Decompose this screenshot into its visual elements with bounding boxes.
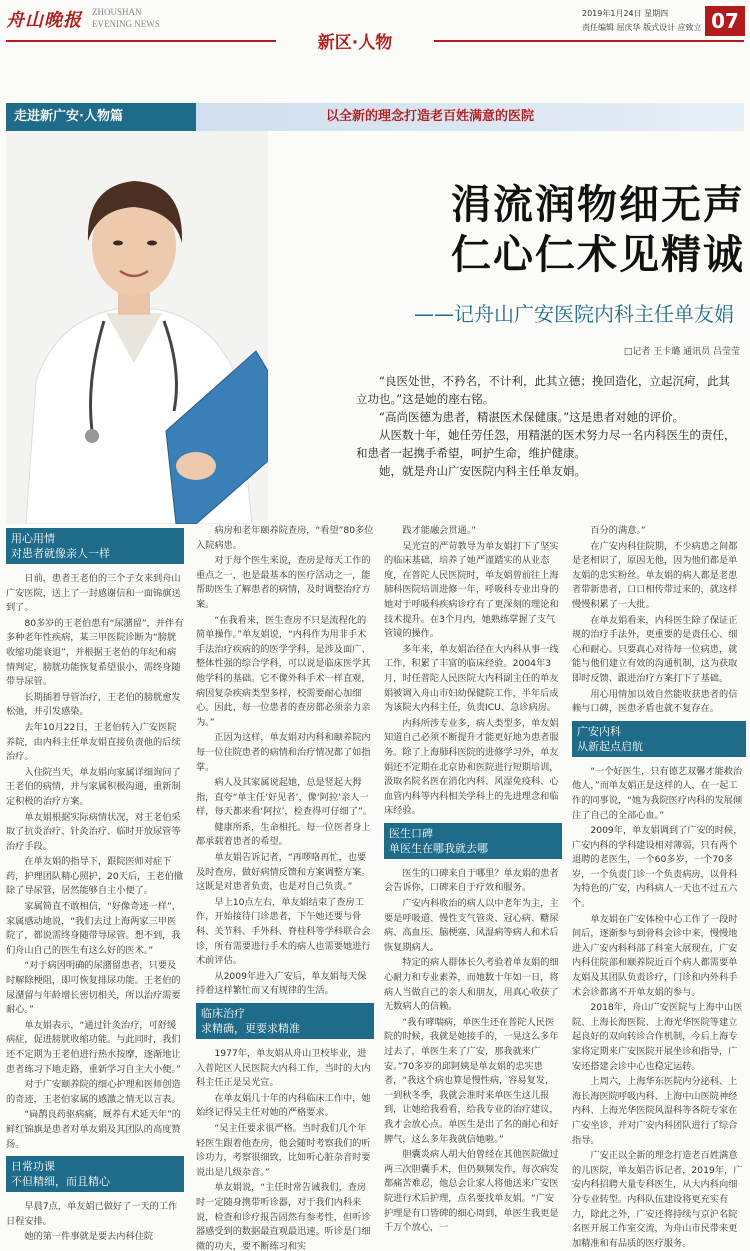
- series-tagline: 以全新的理念打造老百姓满意的医院: [326, 109, 535, 124]
- article-headline: 涓流润物细无声 仁心仁术见精诚: [451, 181, 745, 278]
- section-subtitle: 日常功课 不但精细，而且精心: [6, 1156, 184, 1192]
- newspaper-logo: 舟山晚报: [6, 10, 82, 31]
- section-subtitle: 临床治疗 求精确，更要求精准: [196, 1003, 374, 1039]
- section-subtitle: 用心用情 对患者就像亲人一样: [6, 528, 184, 564]
- doctor-portrait-photo: [6, 131, 268, 524]
- editor-credits: 责任编辑 屈庆华 版式设计 应致立: [582, 23, 702, 32]
- divider: [6, 40, 276, 42]
- article-subheadline: ——记舟山广安医院内科主任单友娟: [414, 302, 734, 326]
- article-column-2: 病房和老年颐养院查房，“看望”80多位入院病患。 对于每个医生来说，查房是每天工作的重点之一，也是最基本的医疗活动之一，能帮助医生了解患者的病情，及时调整治疗方案。 “在我看来，医生查房不只是流程化的简单操作。”单友娟说，“内科作为用非手术手法治疗疾病的的医学学科，是涉及面广、整体性强的综合学科，可以说是临床医学其他学科的基础。它不像外科手术一样直观，病因复杂疾病类型多样，校需要耐心加细心。因此，每一位患者的查房都必须亲力亲为。” 正因为这样，单友娟对内科和颐养院内每一位住院患者的病情和治疗情况都了如指掌。 病人及其家属说起她，总是竖起大拇指，直夸“单主任‘好见者’，像‘阿拉’亲人一样，每天都来看‘阿拉’，检查得可仔细了”。 健康所系，生命相托。每一位医者身上都承载着患者的希望。 单友娟告诉记者，“再啰咯再忙，也要及时查房，做好病情反馈和方案调整方案。这既是对患者负责，也是对自己负责。” 早上10点左右，单友娟结束了查房工作，开始接待门诊患者，下午她还要与骨科、关节科、手外科、脊柱科等学科联合会诊，所有需要进行手术的病人也需要她进行术前评估。 从2009年进入广安后，单友娟每天保持着这样繁忙而又有规律的生活。 临床治疗 求精确，更要求精准 1977年，单友娟从舟山卫校毕业，进入普陀区人民医院大内科工作，当时的大内科主任正是吴光宣。 在单友娟几十年的内科临床工作中，她始终记得吴主任对她的严格要求。 “吴主任要求很严格。当时我们几个年轻医生跟着他查房，他会随时考察我们的听诊功力，考察很细致，比如听心脏杂音时要说出是几级杂音。” 单友娟说，“主任时常告诫我们，查房时一定随身携带听诊器，对于我们内科来说，检查和诊疗报告固然有参考性，但听诊器感受到的数据最直观最迅速。听诊是门细微的功夫，要不断练习和实: [196, 525, 374, 1251]
- series-title: 走进新广安·人物篇: [6, 103, 196, 131]
- article-lead: “良医处世，不矜名，不计利，此其立德；挽回造化，立起沉疴，此其立功也。”这是她的座右铭。 “高尚医德为患者，精湛医术保健康。”这是患者对她的评价。 从医数十年，她任劳任怨，用精湛的医术努力尽一名内科医生的责任，和患者一起携手希望，呵护生命，维护健康。 她，就是舟山广安医院内科主任单友娟。: [356, 374, 736, 478]
- article-column-3: 践才能融会贯通。” 吴光宣的严苛教导为单友娟打下了坚实的临床基础，培养了她严谨踏实的从业态度，在普陀人民医院时，单友娟曾前往上海肺科医院培训进修一年，呼吸科专业出身的她对于呼吸科疾病诊疗有了更深刻的理论和技术提升。在3个月内，她熟练掌握了支气管镜的操作。 多年来，单友娟治径在大内科从事一线工作，积累了丰富的临床经验。2004年3月，时任普陀人民医院大内科副主任的单友娟被调入舟山市妇幼保健院工作，半年后成为该院大内科主任，负责ICU、急诊病房。 内科所涉专业多，病人类型多，单友娟知道自己必须不断提升才能更好地为患者服务。除了上海肺科医院的进修学习外，单友娟还不定期在北京协和医院进行短期培训，汲取名院名医在消化内科、风湿免疫科、心血管内科等内科相关学科上的先进理念和临床经验。 医生口碑 单医生在哪我就去哪 医生的口碑来自于哪里？单友娟的患者会告诉你，口碑来自于疗效和服务。 广安内科收治的病人以中老年为主，主要是呼吸道、慢性支气管炎、冠心病、糖尿病、高血压、脑梗塞、风湿病等病人和术后恢复期病人。 特定的病人群体长久考验着单友娟的细心耐力和专业素养，而她数十年如一日，将病人当做自己的亲人和朋友，用真心收获了无数病人的信赖。 “我有哮喘病，单医生还在普陀人民医院的时候，我就是她接手的，一晃这么多年过去了，单医生来了广安，那我就来广安。”70多岁的邱阿姨是单友娟的忠实患者，“我这个病也算是慢性病，容易复发，一到秋冬季，我就会准时来单医生这儿报到，让她给我看看，给我专业的治疗建议，我才会放心点。单医生是出了名的耐心和好脾气，这么多年我就信她啦。” 胆囊炎病人胡大伯曾经在其他医院做过两三次胆囊手术，但仍频频发作，每次病发都痛苦难忍，他总会让家人将他送来广安医院进行术后护理，点名要找单友娟。“广安护理是有口皆碑的细心周到，单医生我更是千万个放心，一: [384, 524, 562, 1251]
- page-number: 07: [705, 6, 745, 36]
- issue-date: 2019年1月24日 星期四: [582, 9, 669, 18]
- article-byline: □记者 王卡璐 通讯员 吕莹莹: [623, 347, 740, 357]
- section-subtitle: 广安内科 从新起点启航: [572, 721, 746, 757]
- article-column-1: 用心用情 对患者就像亲人一样 日前，患者王老伯的三个子女来到舟山广安医院，送上了一封感谢信和一面锦旗送到了。 80多岁的王老伯患有“尿潴留”，并伴有多种老年性疾病，某三甲医院诊断为“膀胱收缩功能衰退”，并根据王老伯的年纪和病情判定，膀胱功能恢复希望很小，需终身随带导尿管。 长期插着导管治疗，王老伯的膀胱愈发松弛，并引发感染。 去年10月22日，王老伯转入广安医院养院，由内科主任单友娟直接负责他的后续治疗。 入住院当天，单友娟向家属详细询问了王老伯的病情，并与家属积极沟通，重新制定积极的治疗方案。 单友娟根据实际病情状况，对王老伯采取了抗炎治疗、针灸治疗、临时开放尿管等治疗手段。 在单友娟的指导下，跟院医师对症下药，护理团队精心照护，20天后，王老伯撤除了导尿管，居然能够自主小便了。 家属简直不敢相信，“好像奇迹一样”，家属感动地说，“我们去过上海两家三甲医院了，都说需终身随带导尿管。想不到，我们舟山自己的医生有这么好的医术。” “对于病因明确的尿潴留患者，只要及时解除梗阻，即可恢复排尿功能。王老伯的尿潴留与年龄增长密切相关，所以治疗需要耐心。” 单友娟表示，“通过针灸治疗，可舒缓病症，促进膀胱收缩功能。与此同时，我们还不定期为王老伯进行热水按摩，逐渐地让患者练习下地走路，重新学习自主大小便。” 对于广安颐养院的细心护理和医师创造的奇迹，王老伯家属的感激之情无以言表。 “扁鹊良药驱病痛，厩养有术延天年”的鲜红锦旗是患者对单友娟及其团队的高度赞扬。 日常功课 不但精细，而且精心 早晨7点，单友娟已做好了一天的工作日程安排。 她的第一件事就是要去内科住院: [6, 524, 184, 1251]
- series-banner: [6, 103, 744, 131]
- newspaper-logo-en: ZHOUSHAN EVENING NEWS: [92, 7, 160, 29]
- article-column-4: 百分的满意。” 在广安内科住院期，不少病患之间都是老相识了，原因无他，因为他们都是单友娟的忠实粉丝。单友娟的病人都是老患者带新患者，口口相传带过来的，就这样慢慢积累了一大批。 在单友娟看来，内科医生除了保证正规的治疗手法外，更重要的是责任心、细心和耐心。只要真心对待每一位病患，就能与他们建立有效的沟通机制，这为获取即时反馈、跟进治疗方案打下了基础。 用心用情加以效自然能收获患者的信赖与口碑，医患矛盾也就不复存在。 广安内科 从新起点启航 “一个好医生，只有德艺双馨才能救治他人，”而单友娟正是这样的人，在一起工作的同事说，“她为我院医疗内科的发展倾注了自己的全部心血。” 2009年，单友娟调到了广安的时候，广安内科的学科建设相对薄弱，只有两个退聘的老医生，一个60多岁，一个70多岁，一个负责门诊一个负责病房，以骨科为特色的广安，内科病人一天也不过五六个。 单友娟在广安体检中心工作了一段时间后，逐渐参与到骨科会诊中来，慢慢地进入广安内科科部了科室大展现在，广安内科住院部和颐养院近百个病人都需要单友娟及其团队负责诊疗，门诊和内外科手术会诊都离不开单友娟的参与。 2018年，舟山广安医院与上海中山医院、上海长海医院、上海光华医院等建立起良好的双向转诊合作机制，今后上海专家将定期来广安医院开展坐诊和指导，广安还搭建会诊中心也稳定运转。 上周六，上海华东医院内分泌科、上海长海医院呼吸内科、上海中山医院神经内科、上海光华医院风湿科等各院专家在广安坐诊，并对广安内科团队进行了综合指导。 广安正以全新的理念打造老百姓满意的儿医院，单友娟告诉记者，2019年，广安内科招聘大量专科医生，从大内科向细分专业转型。内科队伍建设将更充实有力，除此之外，广安还将持续与京沪名院名医开展工作室交流，为舟山市民带来更加精准和有品质的医疗服务。: [572, 524, 746, 1251]
- section-subtitle: 医生口碑 单医生在哪我就去哪: [384, 823, 562, 859]
- masthead: [0, 0, 750, 53]
- section-title: 新区·人物: [317, 33, 393, 53]
- divider: [434, 40, 744, 42]
